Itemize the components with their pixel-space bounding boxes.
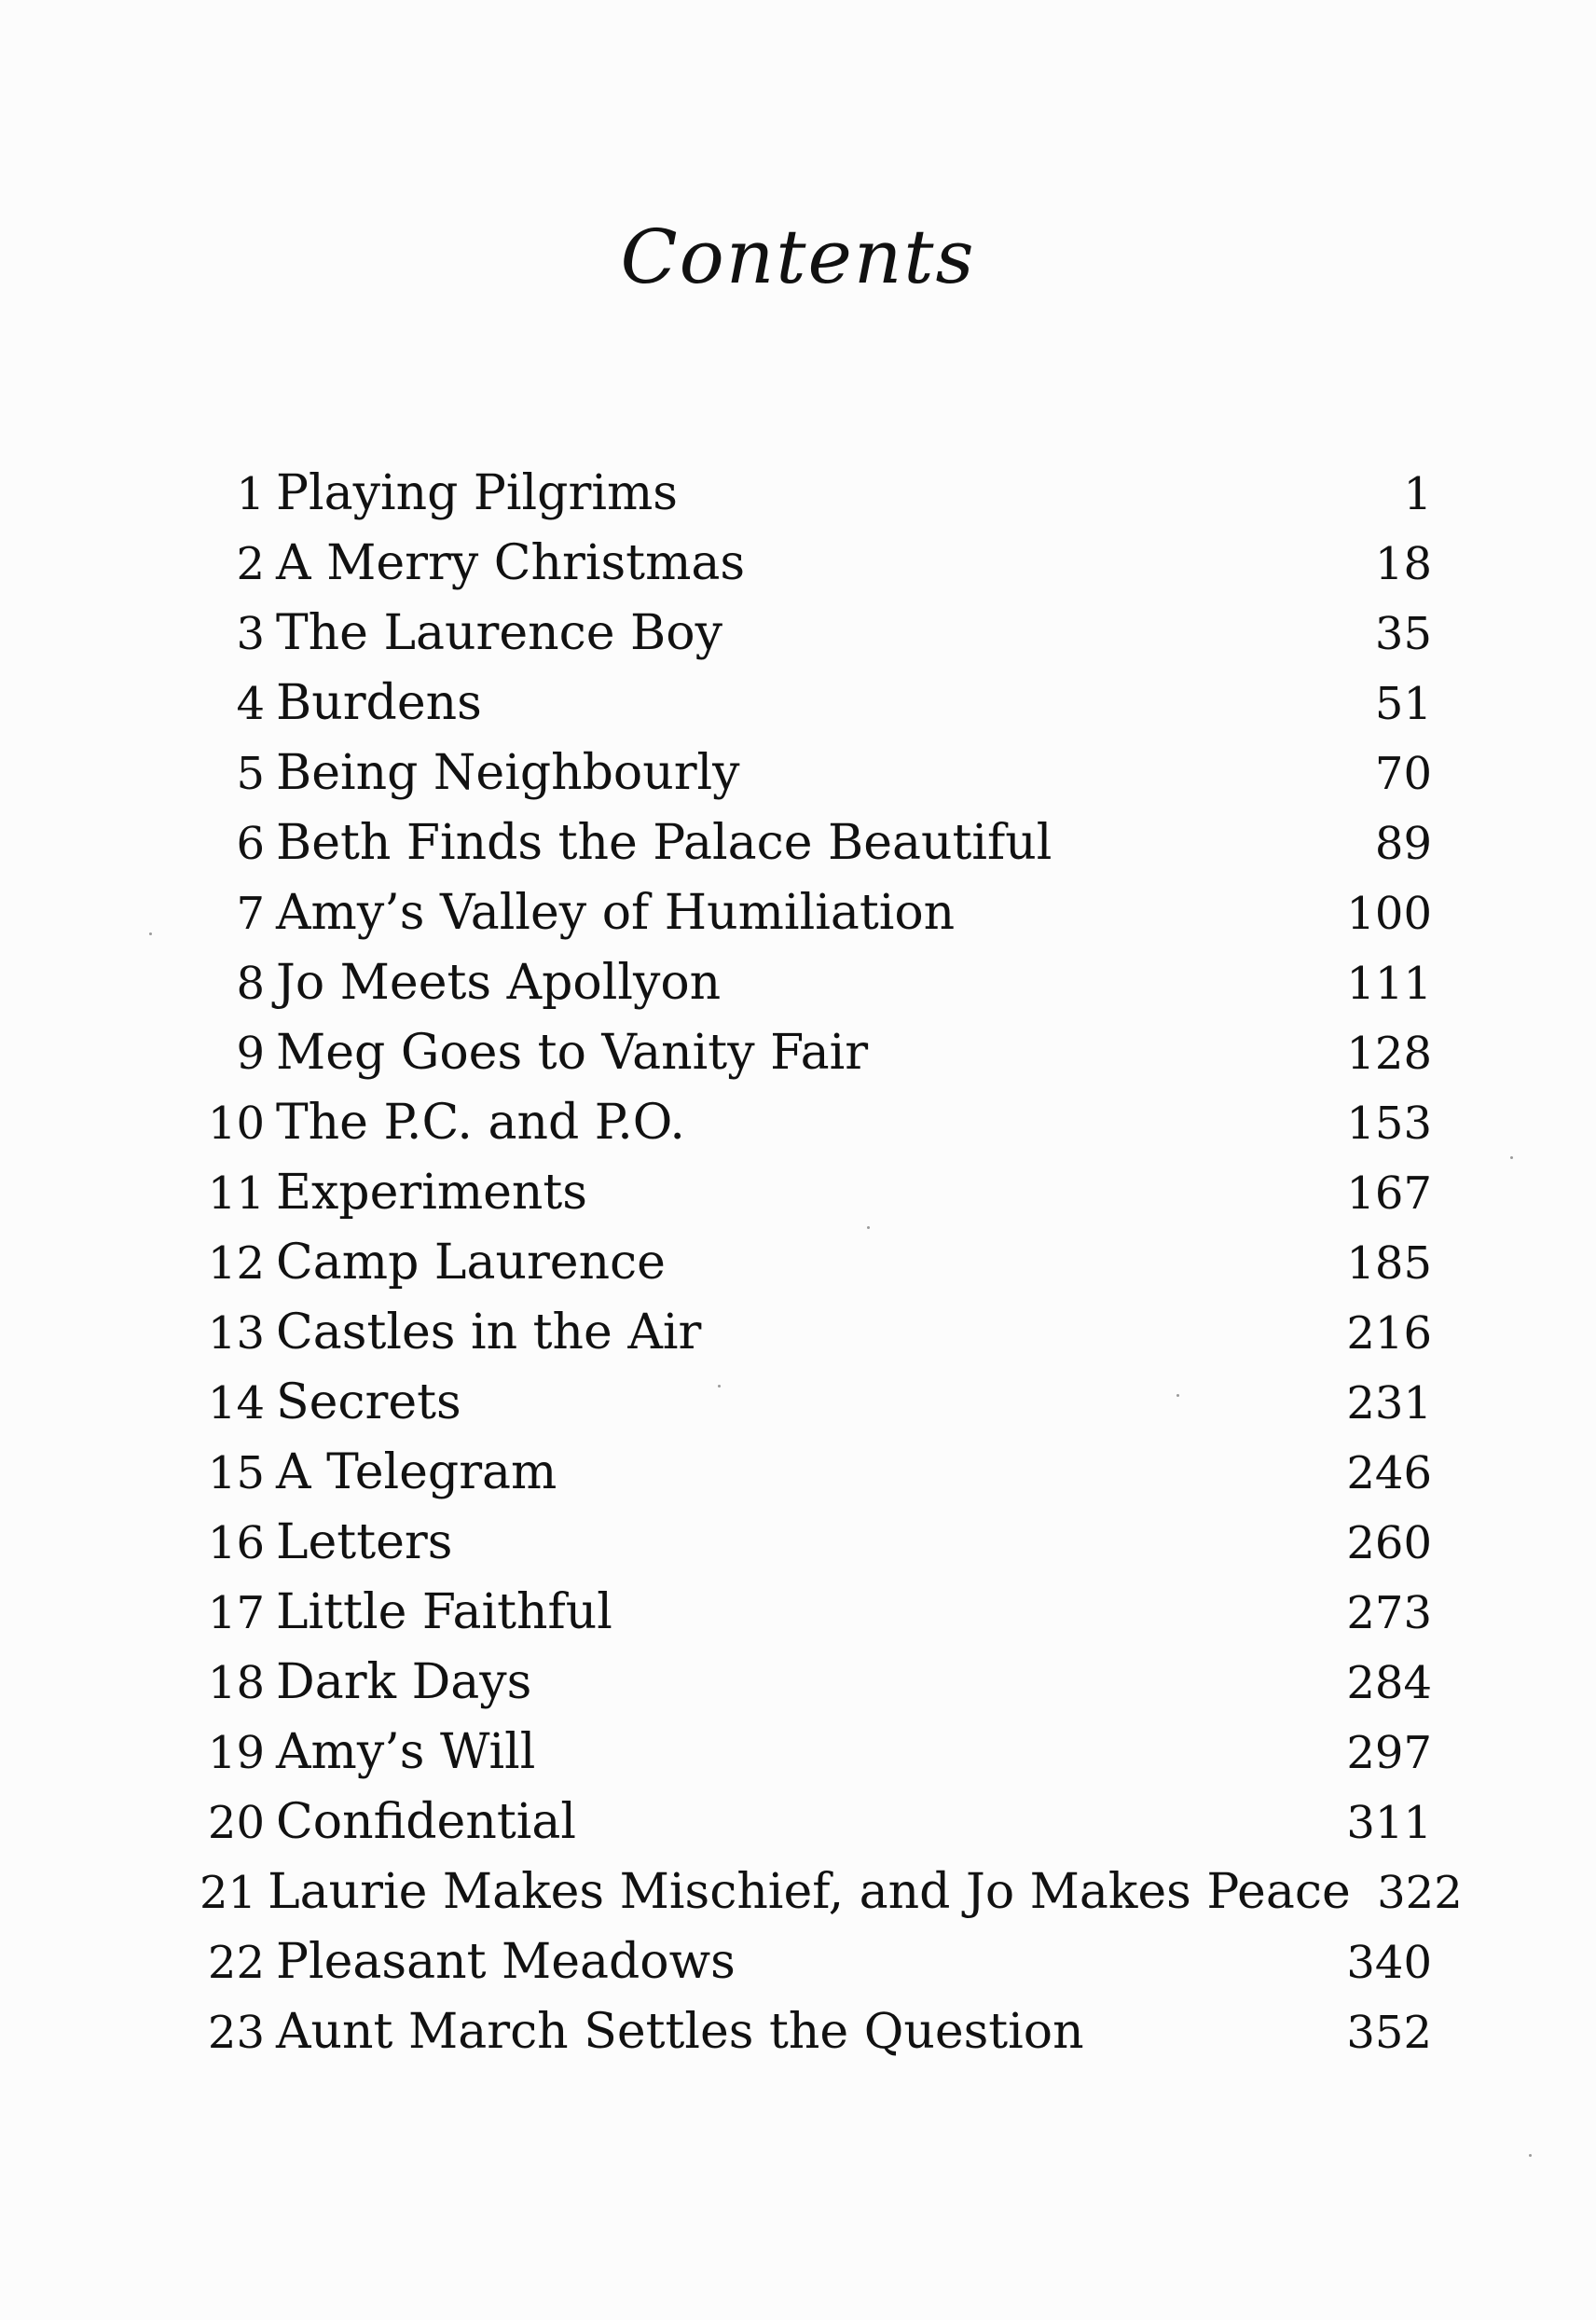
toc-entry [200,808,1432,878]
toc-entry [200,1228,1432,1298]
chapter-page-number: 185 [1346,1237,1432,1290]
chapter-page-number: 311 [1346,1797,1432,1849]
chapter-title: Amy’s Will [276,1724,536,1780]
chapter-page-number: 35 [1374,608,1432,660]
chapter-number: 19 [207,1727,265,1779]
chapter-page-number: 89 [1374,818,1432,870]
chapter-number: 14 [207,1377,265,1429]
chapter-title: Laurie Makes Mischief, and Jo Makes Peace [268,1864,1351,1920]
toc-entry [200,1508,1432,1578]
toc-entry [200,1438,1432,1508]
chapter-number: 9 [236,1028,265,1080]
chapter-page-number: 100 [1346,888,1432,940]
chapter-title: Jo Meets Apollyon [276,955,722,1011]
chapter-title: Pleasant Meadows [276,1934,736,1990]
chapter-number: 21 [200,1867,257,1919]
chapter-page-number: 70 [1374,748,1432,800]
chapter-page-number: 352 [1346,2007,1432,2059]
scan-speck [1529,2154,1532,2157]
chapter-title: Confidential [276,1794,576,1850]
chapter-number: 20 [207,1797,265,1849]
chapter-title: Meg Goes to Vanity Fair [276,1025,869,1081]
scan-speck [1176,1394,1179,1397]
toc-entry [200,1368,1432,1438]
chapter-page-number: 260 [1346,1517,1432,1569]
toc-entry [200,948,1432,1018]
toc-entry [200,1298,1432,1368]
chapter-number: 5 [236,748,265,800]
toc-entry [200,1788,1432,1857]
chapter-page-number: 216 [1346,1307,1432,1360]
chapter-page-number: 340 [1346,1937,1432,1989]
chapter-page-number: 246 [1346,1447,1432,1499]
chapter-title: Castles in the Air [276,1305,702,1360]
chapter-number: 7 [236,888,265,940]
chapter-title: Secrets [276,1374,461,1430]
toc-entry [200,669,1432,739]
scan-speck [149,932,152,935]
chapter-number: 1 [236,468,265,520]
chapter-number: 18 [207,1657,265,1709]
toc-entry [200,1927,1432,1997]
chapter-title: A Telegram [276,1444,557,1500]
toc-entry [200,599,1432,669]
scan-speck [1510,1156,1513,1159]
chapter-title: Playing Pilgrims [276,465,678,521]
chapter-page-number: 273 [1346,1587,1432,1639]
chapter-title: Dark Days [276,1654,532,1710]
chapter-number: 12 [207,1237,265,1290]
scan-speck [718,1385,721,1388]
chapter-number: 6 [236,818,265,870]
chapter-number: 10 [207,1098,265,1150]
chapter-number: 16 [207,1517,265,1569]
chapter-number: 15 [207,1447,265,1499]
chapter-title: Burdens [276,675,482,731]
chapter-title: Letters [276,1514,453,1570]
toc-entry [200,1997,1432,2067]
chapter-page-number: 322 [1377,1867,1463,1919]
toc-entry [200,1158,1432,1228]
chapter-number: 13 [207,1307,265,1360]
table-of-contents [200,459,1463,2067]
chapter-number: 22 [207,1937,265,1989]
chapter-title: The P.C. and P.O. [276,1095,685,1151]
chapter-page-number: 297 [1346,1727,1432,1779]
toc-entry [200,1857,1463,1927]
toc-entry [200,878,1432,948]
chapter-page-number: 231 [1346,1377,1432,1429]
chapter-page-number: 18 [1374,538,1432,590]
chapter-title: Experiments [276,1165,587,1221]
chapter-page-number: 153 [1346,1098,1432,1150]
toc-entry [200,459,1432,529]
toc-entry [200,1718,1432,1788]
chapter-title: The Laurence Boy [276,605,722,661]
chapter-page-number: 128 [1346,1028,1432,1080]
chapter-title: Camp Laurence [276,1235,666,1291]
chapter-title: Aunt March Settles the Question [276,2004,1084,2060]
chapter-number: 17 [207,1587,265,1639]
chapter-title: Little Faithful [276,1584,612,1640]
toc-entry [200,529,1432,599]
page-title: Contents [620,214,976,300]
chapter-page-number: 1 [1403,468,1432,520]
chapter-number: 8 [236,958,265,1010]
chapter-number: 3 [236,608,265,660]
chapter-page-number: 167 [1346,1167,1432,1220]
chapter-title: A Merry Christmas [276,535,746,591]
chapter-number: 23 [207,2007,265,2059]
chapter-title: Beth Finds the Palace Beautiful [276,815,1053,871]
chapter-title: Amy’s Valley of Humiliation [276,885,956,941]
toc-entry [200,1088,1432,1158]
chapter-number: 2 [236,538,265,590]
toc-entry [200,1578,1432,1648]
chapter-page-number: 111 [1346,958,1432,1010]
scan-speck [867,1226,870,1229]
chapter-page-number: 284 [1346,1657,1432,1709]
chapter-title: Being Neighbourly [276,745,740,801]
toc-entry [200,739,1432,808]
toc-entry [200,1018,1432,1088]
toc-entry [200,1648,1432,1718]
chapter-number: 4 [236,678,265,730]
chapter-number: 11 [207,1167,265,1220]
chapter-page-number: 51 [1374,678,1432,730]
